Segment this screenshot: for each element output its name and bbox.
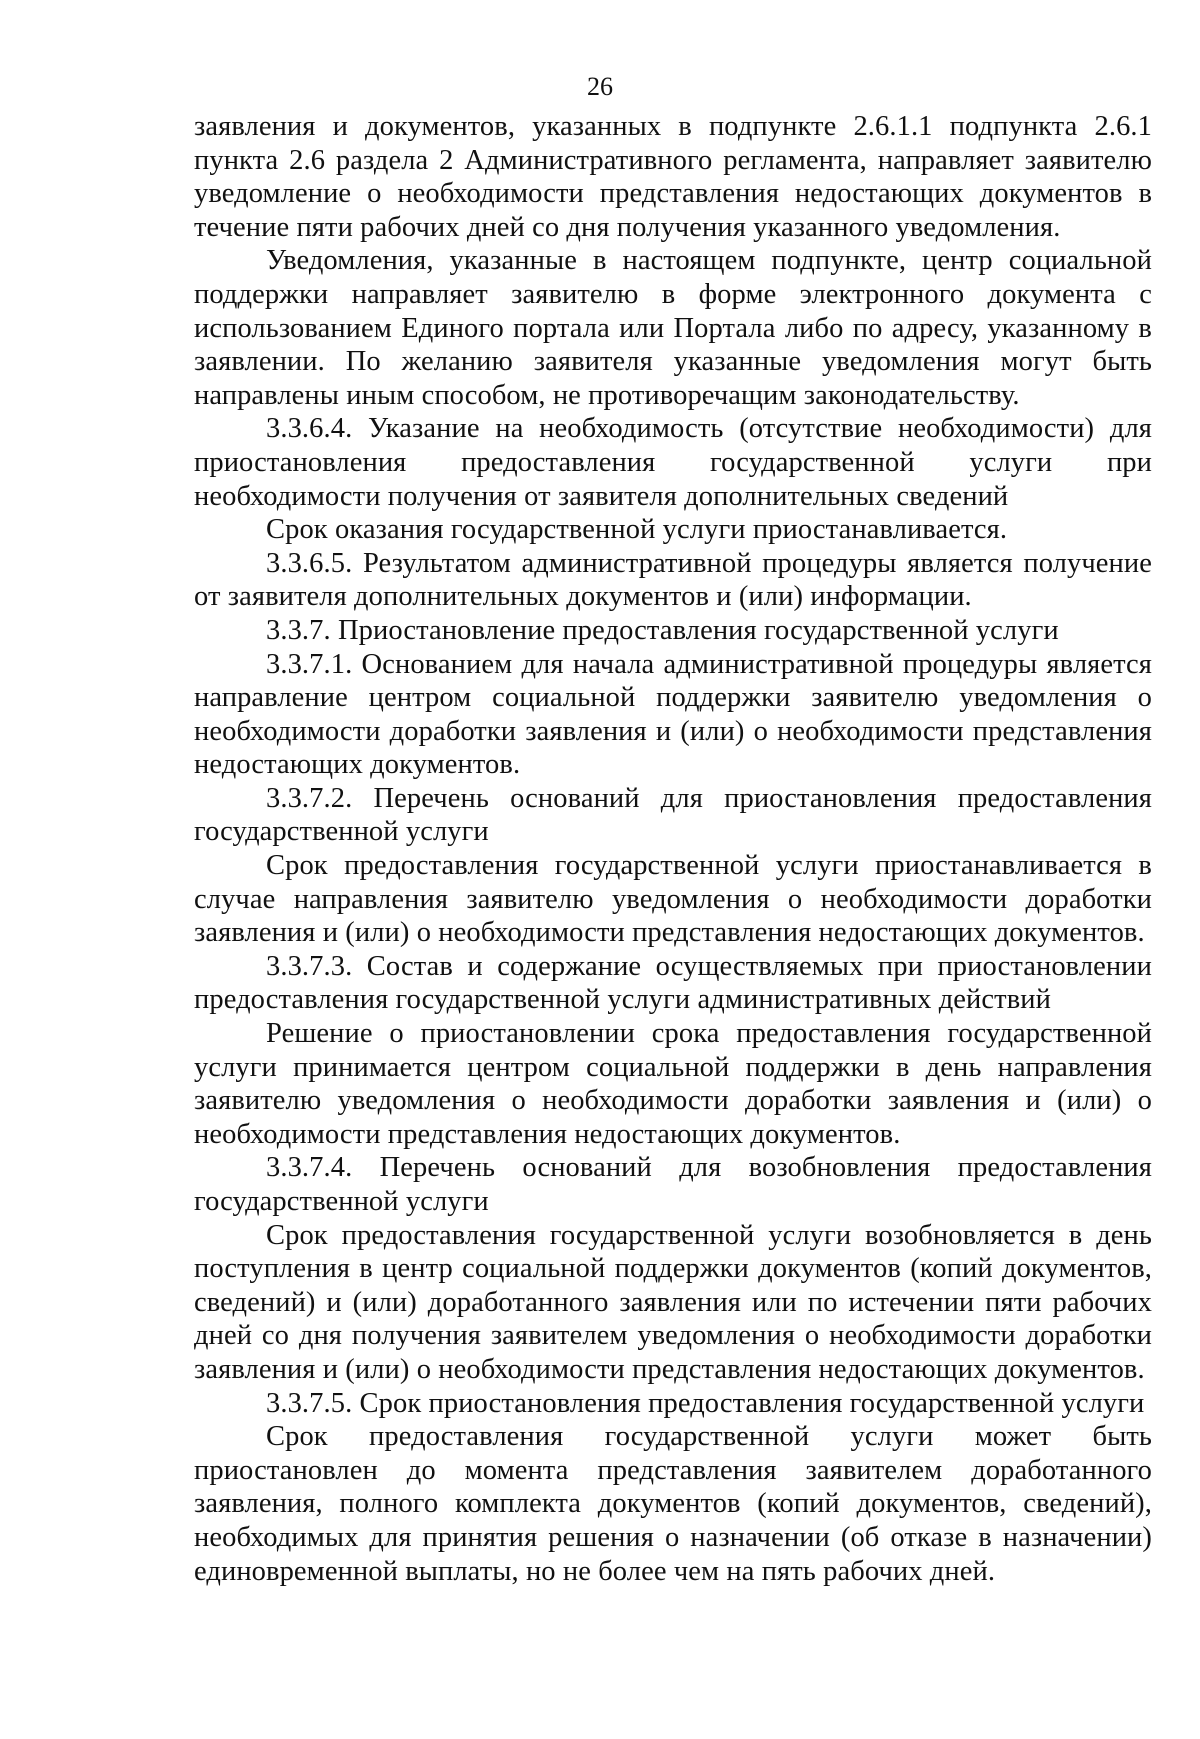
paragraph: Решение о приостановлении срока предоставления государственной услуги принимается центром социальной поддержки в день направления заявителю уведомления о необходимости доработки заявления и (или) о необходимости представления недостающих документов. [194, 1018, 1152, 1150]
paragraph: 3.3.7.5. Срок приостановления предоставления государственной услуги [266, 1387, 1145, 1419]
document-body [194, 110, 1152, 1588]
paragraph: 3.3.7. Приостановление предоставления государственной услуги [266, 614, 1059, 646]
paragraph: Срок предоставления государственной услуги может быть приостановлен до момента представления заявителем доработанного заявления, полного комплекта документов (копий документов, сведений), необходимых для принятия решения о назначении (об отказе в назначении) единовременной выплаты, но не более чем на пять рабочих дней. [194, 1421, 1152, 1587]
paragraph: 3.3.6.5. Результатом административной процедуры является получение от заявителя дополнительных документов и (или) информации. [194, 547, 1152, 613]
paragraph: 3.3.7.4. Перечень оснований для возобновления предоставления государственной услуги [194, 1152, 1152, 1217]
paragraph: Уведомления, указанные в настоящем подпункте, центр социальной поддержки направляет заявителю в форме электронного документа с использованием Единого портала или Портала либо по адресу, указанному в заявлении. По желанию заявителя указанные уведомления могут быть направлены иным способом, не противоречащим законодательству. [194, 245, 1152, 411]
paragraph: 3.3.7.3. Состав и содержание осуществляемых при приостановлении предоставления государственной услуги административных действий [194, 950, 1152, 1016]
page-number: 26 [587, 72, 613, 101]
paragraph: 3.3.7.1. Основанием для начала административной процедуры является направление центром социальной поддержки заявителю уведомления о необходимости доработки заявления и (или) о необходимости представления недостающих документов. [194, 648, 1152, 781]
paragraph: Срок предоставления государственной услуги приостанавливается в случае направления заявителю уведомления о необходимости доработки заявления и (или) о необходимости представления недостающих документов. [194, 850, 1152, 949]
paragraph: 3.3.6.4. Указание на необходимость (отсутствие необходимости) для приостановления предоставления государственной услуги при необходимости получения от заявителя дополнительных сведений [194, 413, 1152, 512]
paragraph: 3.3.7.2. Перечень оснований для приостановления предоставления государственной услуги [194, 782, 1152, 848]
paragraph: заявления и документов, указанных в подпункте 2.6.1.1 подпункта 2.6.1 пункта 2.6 раздела 2 Административного регламента, направляет заявителю уведомление о необходимости представления недостающих документов в течение пяти рабочих дней со дня получения указанного уведомления. [194, 111, 1152, 243]
paragraph: Срок оказания государственной услуги приостанавливается. [266, 514, 1008, 546]
paragraph: Срок предоставления государственной услуги возобновляется в день поступления в центр социальной поддержки документов (копий документов, сведений) и (или) доработанного заявления или по истечении пяти рабочих дней со дня получения заявителем уведомления о необходимости доработки заявления и (или) о необходимости представления недостающих документов. [194, 1219, 1152, 1385]
